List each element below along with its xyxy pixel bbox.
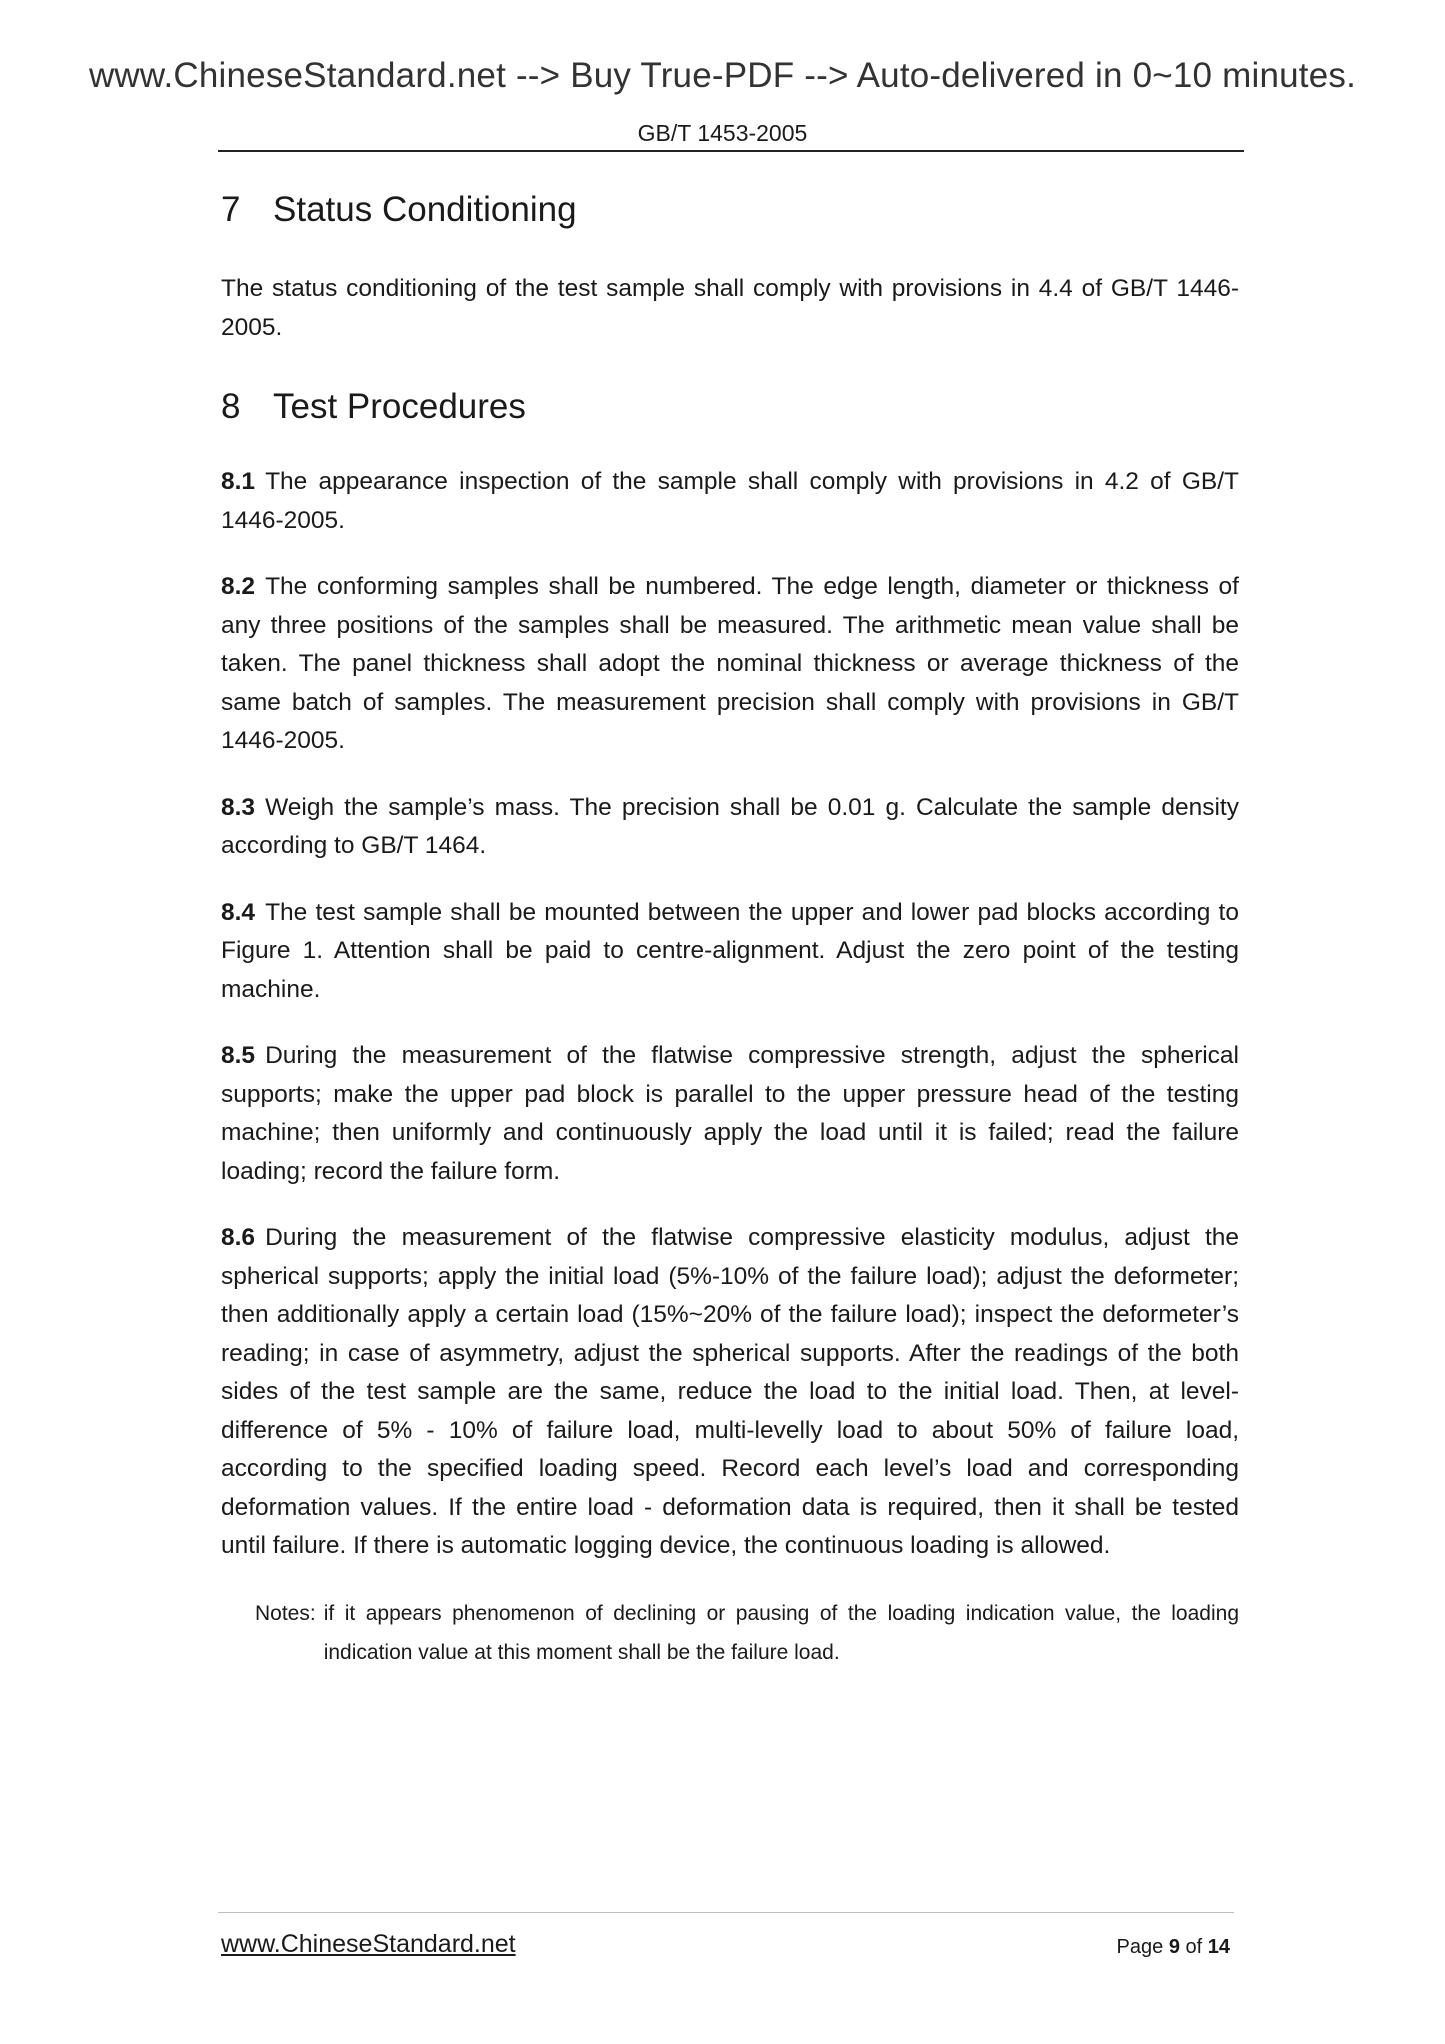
- section-title-text: Status Conditioning: [273, 190, 577, 229]
- clause-8-1: [221, 463, 1239, 540]
- clause-8-2: [221, 568, 1239, 761]
- footer-rule: [218, 1912, 1234, 1913]
- page-content: [221, 190, 1239, 1672]
- clause-text: The test sample shall be mounted between the upper and lower pad blocks according to Figure 1. Attention shall be paid to centre-alignment. Adjust the zero point of the testing machine.: [221, 898, 1239, 1003]
- clause-text: During the measurement of the flatwise compressive strength, adjust the spherical supports; make the upper pad block is parallel to the upper pressure head of the testing machine; then uniformly and continuously apply the load until it is failed; read the failure loading; record the failure form.: [221, 1042, 1239, 1185]
- section-7-title: [221, 190, 1239, 230]
- page-current: 9: [1168, 1936, 1180, 1958]
- clause-number: 8.1: [221, 468, 256, 495]
- section-title-text: Test Procedures: [273, 387, 526, 426]
- clause-number: 8.6: [221, 1224, 256, 1251]
- page-of: of: [1185, 1936, 1203, 1958]
- clause-text: During the measurement of the flatwise compressive elasticity modulus, adjust the spherical supports; apply the initial load (5%-10% of the failure load); adjust the deformeter; then additionally apply a certain load (15%~20% of the failure load); inspect the deformeter’s reading; in case of asymmetry, adjust the spherical supports. After the readings of the both sides of the test sample are the same, reduce the load to the initial load. Then, at level-difference of 5% - 10% of failure load, multi-levelly load to about 50% of failure load, according to the specified loading speed. Record each level’s load and corresponding deformation values. If the entire load - deformation data is required, then it shall be tested until failure. If there is automatic logging device, the continuous loading is allowed.: [221, 1224, 1239, 1559]
- footer-website-link[interactable]: www.ChineseStandard.net: [221, 1930, 516, 1958]
- clause-number: 8.2: [221, 573, 256, 600]
- top-banner: www.ChineseStandard.net --> Buy True-PDF --> Auto-delivered in 0~10 minutes.: [88, 56, 1357, 95]
- page-indicator: [1117, 1936, 1230, 1959]
- clause-text: Weigh the sample’s mass. The precision shall be 0.01 g. Calculate the sample density according to GB/T 1464.: [221, 793, 1239, 859]
- section-number: 8: [221, 387, 241, 426]
- note: [255, 1594, 1239, 1672]
- page-total: 14: [1207, 1936, 1230, 1958]
- clause-8-5: [221, 1037, 1239, 1191]
- section-8-clauses: [221, 463, 1239, 1566]
- section-8-title: [221, 387, 1239, 427]
- section-number: 7: [221, 190, 241, 229]
- standard-code: GB/T 1453-2005: [637, 120, 808, 146]
- clause-8-6: [221, 1219, 1239, 1566]
- section-7-body: The status conditioning of the test sample shall comply with provisions in 4.4 of GB/T 1446-2005.: [221, 275, 1239, 341]
- note-text: if it appears phenomenon of declining or pausing of the loading indication value, the loading indication value at this moment shall be the failure load.: [323, 1601, 1239, 1664]
- clause-text: The appearance inspection of the sample shall comply with provisions in 4.2 of GB/T 1446-2005.: [221, 468, 1239, 534]
- clause-text: The conforming samples shall be numbered. The edge length, diameter or thickness of any three positions of the samples shall be measured. The arithmetic mean value shall be taken. The panel thickness shall adopt the nominal thickness or average thickness of the same batch of samples. The measurement precision shall comply with provisions in GB/T 1446-2005.: [221, 573, 1239, 754]
- clause-8-4: [221, 894, 1239, 1010]
- page-prefix: Page: [1116, 1936, 1164, 1958]
- clause-8-3: [221, 789, 1239, 866]
- clause-number: 8.4: [221, 898, 256, 926]
- clause-number: 8.5: [221, 1042, 256, 1069]
- clause-number: 8.3: [221, 793, 256, 821]
- header-rule: [218, 150, 1244, 152]
- note-label: Notes:: [255, 1601, 316, 1625]
